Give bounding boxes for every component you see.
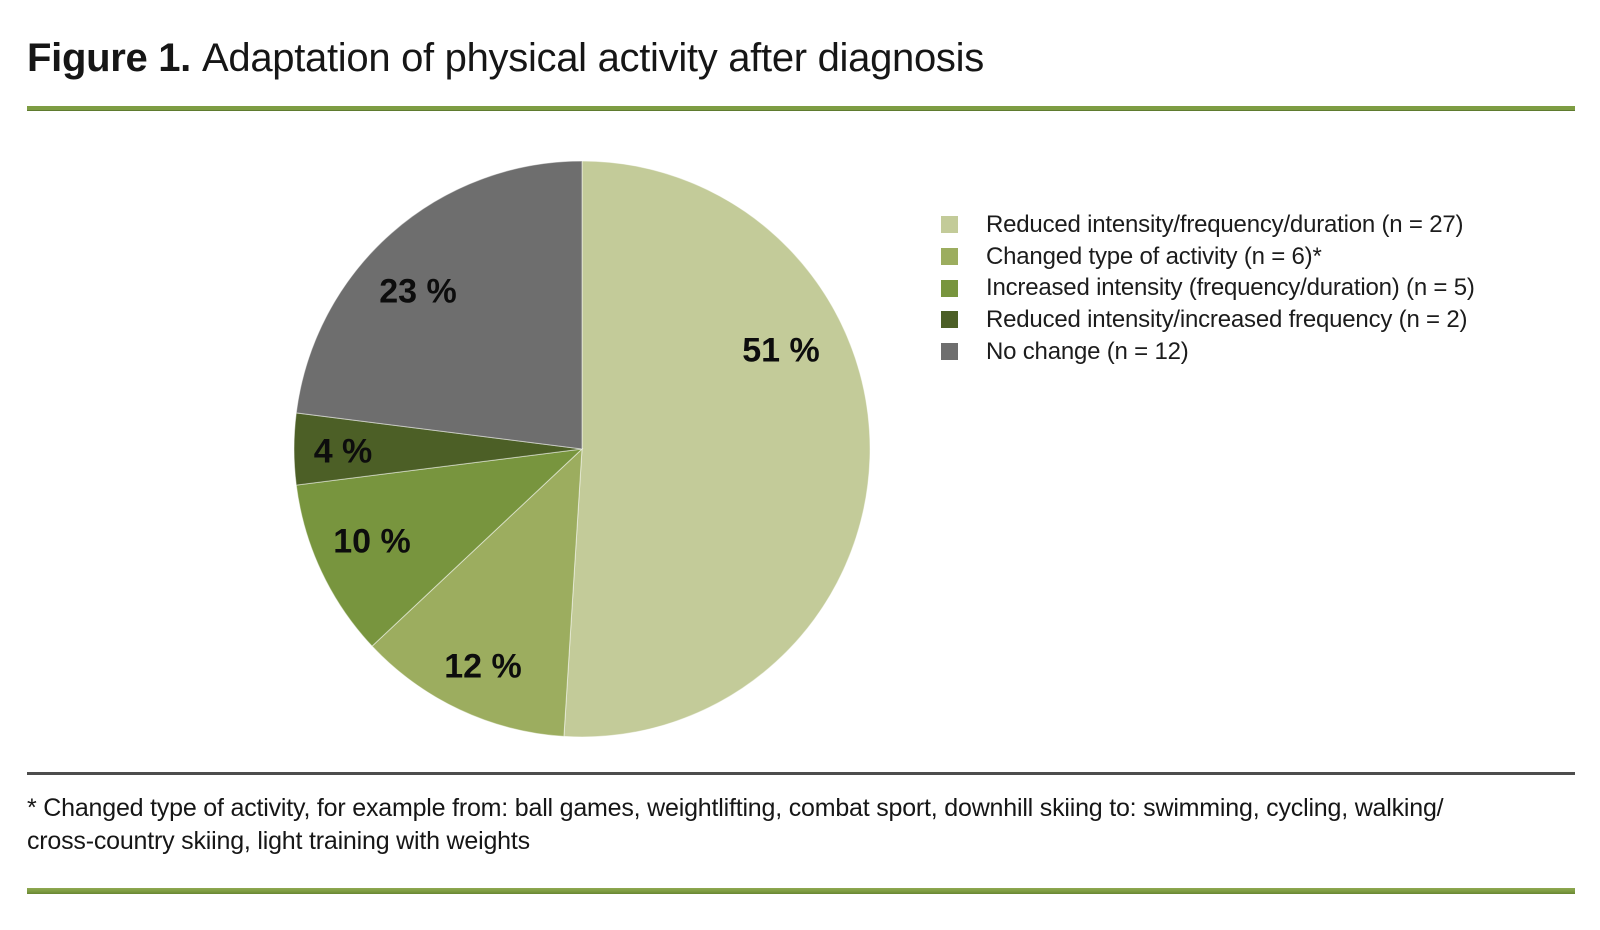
legend-swatch-icon — [941, 343, 958, 360]
figure-title-text: Adaptation of physical activity after diagnosis — [202, 36, 984, 80]
legend-label: Reduced intensity/frequency/duration (n = 27) — [986, 210, 1464, 238]
legend-label: No change (n = 12) — [986, 337, 1189, 365]
legend-swatch-icon — [941, 311, 958, 328]
legend-label: Increased intensity (frequency/duration) (n = 5) — [986, 274, 1475, 302]
chart-legend — [941, 209, 1475, 367]
pie-slice-1 — [564, 161, 870, 737]
legend-label: Reduced intensity/increased frequency (n = 2) — [986, 305, 1468, 333]
legend-swatch-icon — [941, 280, 958, 297]
footnote — [27, 792, 1443, 858]
bottom-border-line — [27, 888, 1575, 894]
legend-swatch-icon — [941, 216, 958, 233]
pie-slice-label-2: 12 % — [444, 647, 522, 686]
legend-item-4 — [941, 304, 1475, 336]
figure-title-prefix: Figure 1. — [27, 36, 191, 80]
title-divider-line — [27, 106, 1575, 111]
pie-slice-label-1: 51 % — [742, 331, 820, 370]
pie-slice-label-4: 4 % — [313, 432, 373, 471]
legend-label: Changed type of activity (n = 6)* — [986, 242, 1322, 270]
pie-chart-svg — [293, 160, 871, 738]
legend-swatch-icon — [941, 248, 958, 265]
pie-chart — [293, 160, 871, 738]
pie-slice-label-3: 10 % — [333, 522, 411, 561]
legend-item-3 — [941, 272, 1475, 304]
footnote-divider-line — [27, 772, 1575, 775]
legend-item-5 — [941, 336, 1475, 368]
footnote-line-2: cross-country skiing, light training with weights — [27, 827, 530, 855]
footnote-line-1: * Changed type of activity, for example from: ball games, weightlifting, combat sport, downhill skiing to: swimming, cycling, walking/ — [27, 794, 1444, 822]
pie-slice-label-5: 23 % — [379, 272, 457, 311]
legend-item-1 — [941, 209, 1475, 241]
figure-title — [27, 34, 984, 82]
legend-item-2 — [941, 241, 1475, 273]
